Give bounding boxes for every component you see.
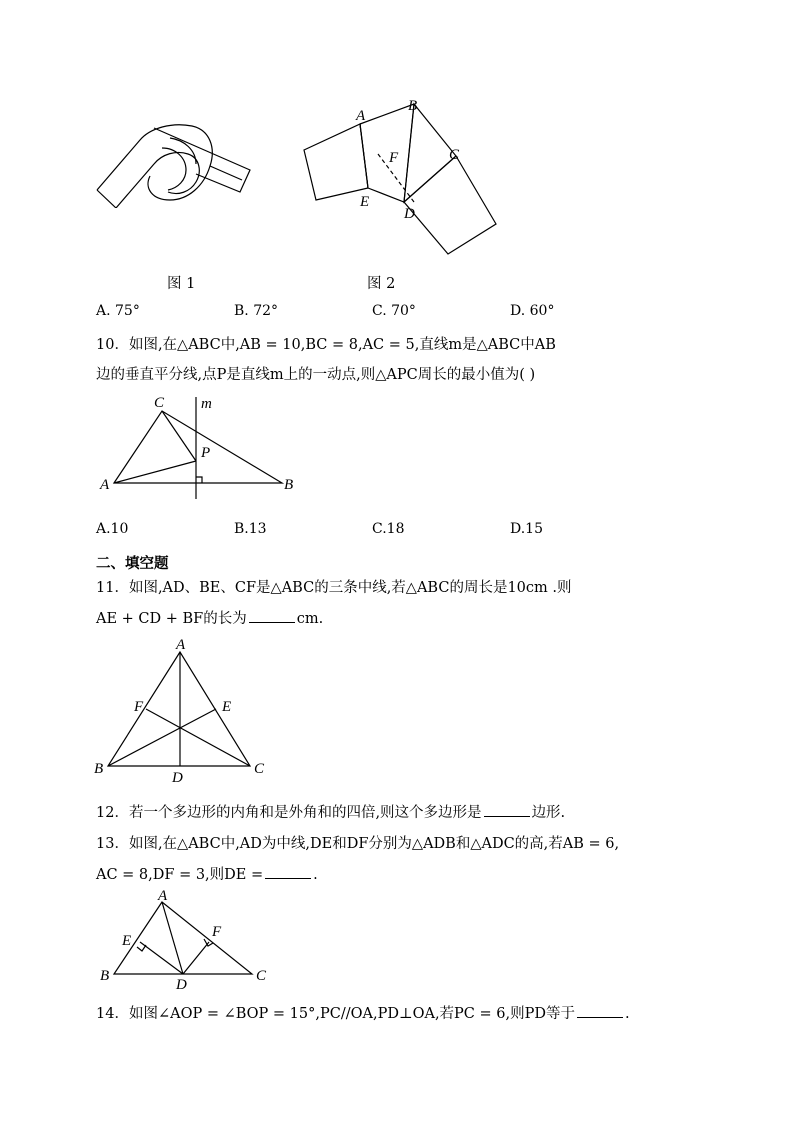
- q12-suffix: 边形.: [531, 805, 566, 821]
- q9-option-d: D. 60°: [510, 303, 555, 319]
- fig2-label-c: C: [449, 147, 460, 163]
- q13-line2-suffix: .: [313, 867, 318, 883]
- fig2-label-b: B: [408, 98, 418, 114]
- q10-option-a: A.10: [96, 521, 129, 537]
- q10-text-line1: 10．如图,在△ABC中,AB = 10,BC = 8,AC = 5,直线m是△ABC中AB: [96, 337, 556, 353]
- q9-option-c: C. 70°: [372, 303, 416, 319]
- fig2-label-e: E: [360, 194, 370, 210]
- q11-text-line1: 11．如图,AD、BE、CF是△ABC的三条中线,若△ABC的周长是10cm .则: [96, 580, 572, 596]
- q13-text-line1: 13．如图,在△ABC中,AD为中线,DE和DF分别为△ADB和△ADC的高,若AB = 6,: [96, 836, 620, 852]
- q12-text: [96, 801, 565, 822]
- q11-label-f: F: [134, 699, 144, 715]
- q14-answer-blank[interactable]: [577, 1005, 623, 1018]
- fig1-caption: 图 1: [167, 276, 196, 292]
- q10-label-c: C: [154, 395, 165, 411]
- q10-text-line2: 边的垂直平分线,点P是直线m上的一动点,则△APC周长的最小值为( ): [96, 367, 536, 383]
- q11-answer-blank[interactable]: [249, 610, 295, 623]
- q13-label-d: D: [176, 977, 187, 990]
- fig2-label-f: F: [389, 150, 399, 166]
- q13-label-b: B: [100, 968, 110, 984]
- q9-option-a: A. 75°: [96, 303, 140, 319]
- q13-figure: [96, 890, 276, 990]
- q13-label-e: E: [122, 933, 132, 949]
- q11-label-a: A: [176, 637, 186, 653]
- q13-label-a: A: [158, 890, 168, 904]
- figure-2-squares: [298, 96, 503, 261]
- q11-label-e: E: [222, 699, 232, 715]
- q10-figure: [96, 393, 306, 505]
- fig2-label-a: A: [356, 108, 366, 124]
- q10-label-a: A: [100, 477, 110, 493]
- q11-label-c: C: [254, 761, 265, 777]
- q14-prefix: 14．如图∠AOP = ∠BOP = 15°,PC//OA,PD⊥OA,若PC = 6,则PD等于: [96, 1006, 575, 1022]
- q11-label-d: D: [172, 770, 183, 786]
- q13-label-f: F: [212, 924, 222, 940]
- q13-label-c: C: [256, 968, 267, 984]
- q10-label-b: B: [284, 477, 294, 493]
- q11-line2-suffix: cm.: [296, 611, 324, 627]
- q13-text-line2: [96, 863, 318, 884]
- q10-label-p: P: [201, 445, 211, 461]
- q11-label-b: B: [94, 761, 104, 777]
- q10-option-d: D.15: [510, 521, 543, 537]
- q11-figure: [92, 634, 277, 786]
- q14-suffix: .: [625, 1006, 630, 1022]
- q12-prefix: 12．若一个多边形的内角和是外角和的四倍,则这个多边形是: [96, 805, 482, 821]
- q11-line2-prefix: AE + CD + BF的长为: [96, 611, 247, 627]
- figure-1-knot: [92, 118, 257, 208]
- fig2-caption: 图 2: [367, 276, 396, 292]
- section-title-fill-in: 二、填空题: [96, 556, 169, 572]
- q13-answer-blank[interactable]: [265, 866, 311, 879]
- q10-option-c: C.18: [372, 521, 405, 537]
- q12-answer-blank[interactable]: [484, 804, 530, 817]
- q10-option-b: B.13: [234, 521, 267, 537]
- q14-text: [96, 1002, 630, 1023]
- q11-text-line2: [96, 607, 323, 628]
- q13-line2-prefix: AC = 8,DF = 3,则DE =: [96, 867, 264, 883]
- q10-label-m: m: [201, 396, 212, 412]
- q9-option-b: B. 72°: [234, 303, 279, 319]
- fig2-label-d: D: [404, 206, 415, 222]
